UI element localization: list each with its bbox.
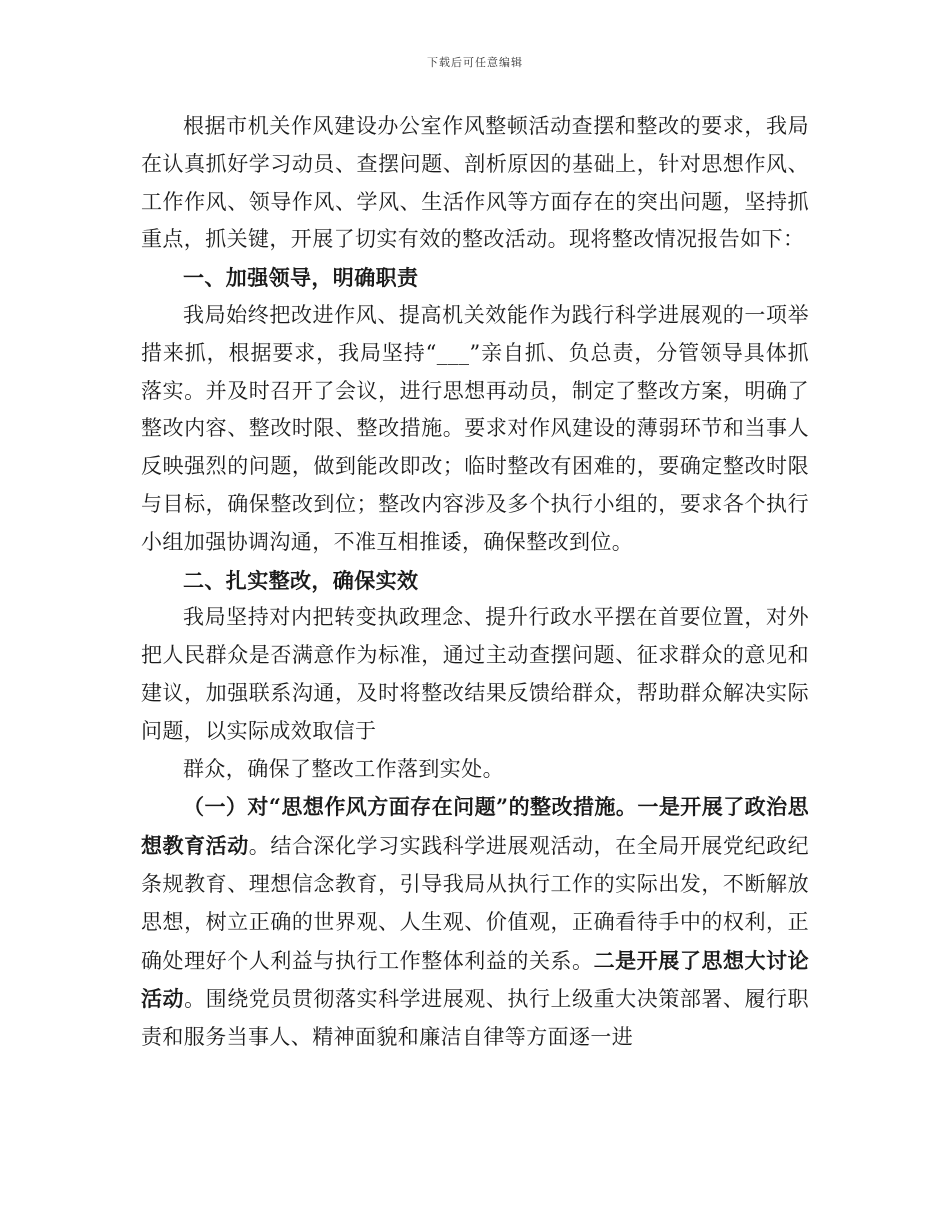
subsection-1-text-second: 。围绕党员贯彻落实科学进展观、执行上级重大决策部署、履行职责和服务当事人、精神面貌和廉洁自律等方面逐一进 bbox=[141, 987, 809, 1050]
intro-paragraph: 根据市机关作风建设办公室作风整顿活动查摆和整改的要求，我局在认真抓好学习动员、查摆问题、剖析原因的基础上，针对思想作风、工作作风、领导作风、学风、生活作风等方面存在的突出问题，坚持抓重点，抓关键，开展了切实有效的整改活动。现将整改情况报告如下： bbox=[141, 114, 809, 252]
subsection-1-bold-second: 二是开展了思想大讨论活动 bbox=[141, 947, 810, 1012]
page-header: 下载后可任意编辑 bbox=[427, 56, 523, 69]
section-2-continuation: 群众，确保了整改工作落到实处。 bbox=[183, 756, 504, 781]
section-1-paragraph: 我局始终把改进作风、提高机关效能作为践行科学进展观的一项举措来抓，根据要求，我局坚持“___”亲自抓、负总责，分管领导具体抓落实。并及时召开了会议，进行思想再动员，制定了整改方案，明确了整改内容、整改时限、整改措施。要求对作风建设的薄弱环节和当事人反映强烈的问题，做到能改即改；临时整改有困难的，要确定整改时限与目标，确保整改到位；整改内容涉及多个执行小组的，要求各个执行小组加强协调沟通，不准互相推诿，确保整改到位。 bbox=[141, 302, 809, 554]
subsection-1-paragraph bbox=[141, 788, 809, 1057]
section-heading-1: 一、加强领导，明确职责 bbox=[183, 265, 419, 291]
subsection-1-bold-lead: （一）对“思想作风方面存在问题”的整改措施。一是开展了政治思想教育活动 bbox=[141, 794, 809, 859]
section-heading-2: 二、扎实整改，确保实效 bbox=[183, 567, 419, 593]
subsection-1-text: 。结合深化学习实践科学进展观活动，在全局开展党纪政纪条规教育、理想信念教育，引导我局从执行工作的实际出发，不断解放思想，树立正确的世界观、人生观、价值观，正确看待手中的权利，正确处理好个人利益与执行工作整体利益的关系。 bbox=[141, 834, 809, 973]
section-2-paragraph: 我局坚持对内把转变执政理念、提升行政水平摆在首要位置，对外把人民群众是否满意作为标准，通过主动查摆问题、征求群众的意见和建议，加强联系沟通，及时将整改结果反馈给群众，帮助群众解决实际问题，以实际成效取信于 bbox=[141, 605, 809, 743]
document-body bbox=[141, 108, 809, 1057]
